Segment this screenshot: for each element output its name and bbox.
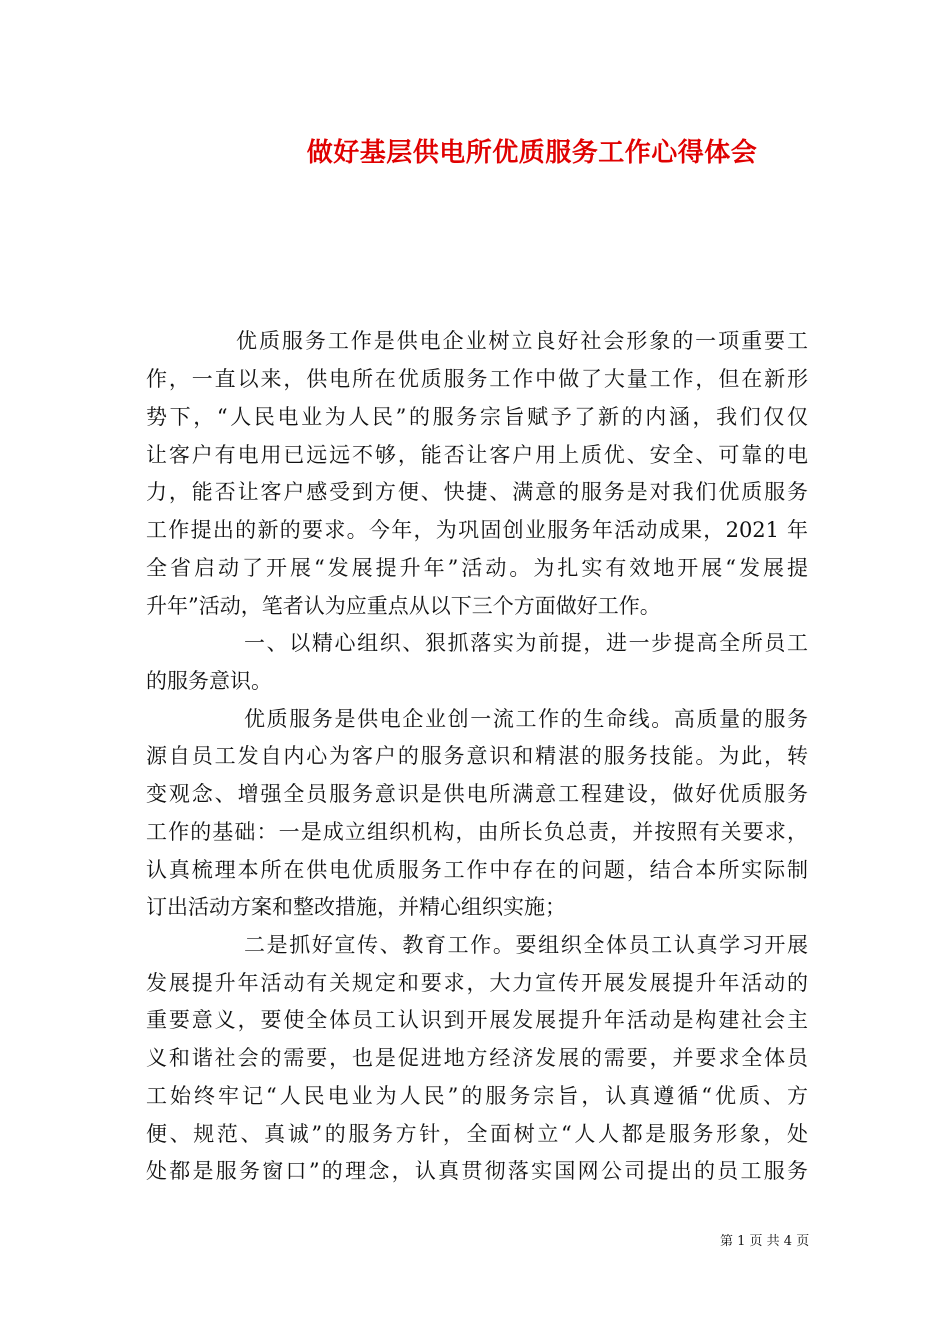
page-number: 第 1 页 共 4 页 [720,1234,810,1249]
body-line: 力，能否让客户感受到方便、快捷、满意的服务是对我们优质服务 [146,480,808,504]
body-line: 作，一直以来，供电所在优质服务工作中做了大量工作，但在新形 [146,367,808,391]
body-line: 认真梳理本所在供电优质服务工作中存在的问题，结合本所实际制 [146,858,808,882]
body-line: 工始终牢记“人民电业为人民”的服务宗旨，认真遵循“优质、方 [146,1084,808,1108]
body-line: 优质服务工作是供电企业树立良好社会形象的一项重要工 [236,329,808,353]
body-line: 处都是服务窗口”的理念，认真贯彻落实国网公司提出的员工服务 [146,1159,808,1183]
body-line: 变观念、增强全员服务意识是供电所满意工程建设，做好优质服务 [146,782,808,806]
body-line: 升年”活动，笔者认为应重点从以下三个方面做好工作。 [146,594,661,618]
body-line: 订出活动方案和整改措施，并精心组织实施； [146,895,566,919]
body-line: 源自员工发自内心为客户的服务意识和精湛的服务技能。为此，转 [146,744,808,768]
document-title: 做好基层供电所优质服务工作心得体会 [306,138,758,168]
body-line: 优质服务是供电企业创一流工作的生命线。高质量的服务 [244,707,808,731]
body-line: 全省启动了开展“发展提升年”活动。为扎实有效地开展“发展提 [146,556,808,580]
section-heading-line: 的服务意识。 [146,669,272,693]
body-line: 二是抓好宣传、教育工作。要组织全体员工认真学习开展 [244,933,808,957]
body-line: 义和谐社会的需要，也是促进地方经济发展的需要，并要求全体员 [146,1046,808,1070]
body-line: 工作的基础：一是成立组织机构，由所长负总责，并按照有关要求， [146,820,808,844]
body-line: 让客户有电用已远远不够，能否让客户用上质优、安全、可靠的电 [146,443,808,467]
body-line: 发展提升年活动有关规定和要求，大力宣传开展发展提升年活动的 [146,971,808,995]
body-line: 工作提出的新的要求。今年，为巩固创业服务年活动成果，2021 年 [146,518,808,542]
body-line: 势下，“人民电业为人民”的服务宗旨赋予了新的内涵，我们仅仅 [146,405,808,429]
section-heading-line: 一、以精心组织、狠抓落实为前提，进一步提高全所员工 [244,631,808,655]
body-line: 便、规范、真诚”的服务方针，全面树立“人人都是服务形象，处 [146,1122,808,1146]
body-line: 重要意义，要使全体员工认识到开展发展提升年活动是构建社会主 [146,1008,808,1032]
